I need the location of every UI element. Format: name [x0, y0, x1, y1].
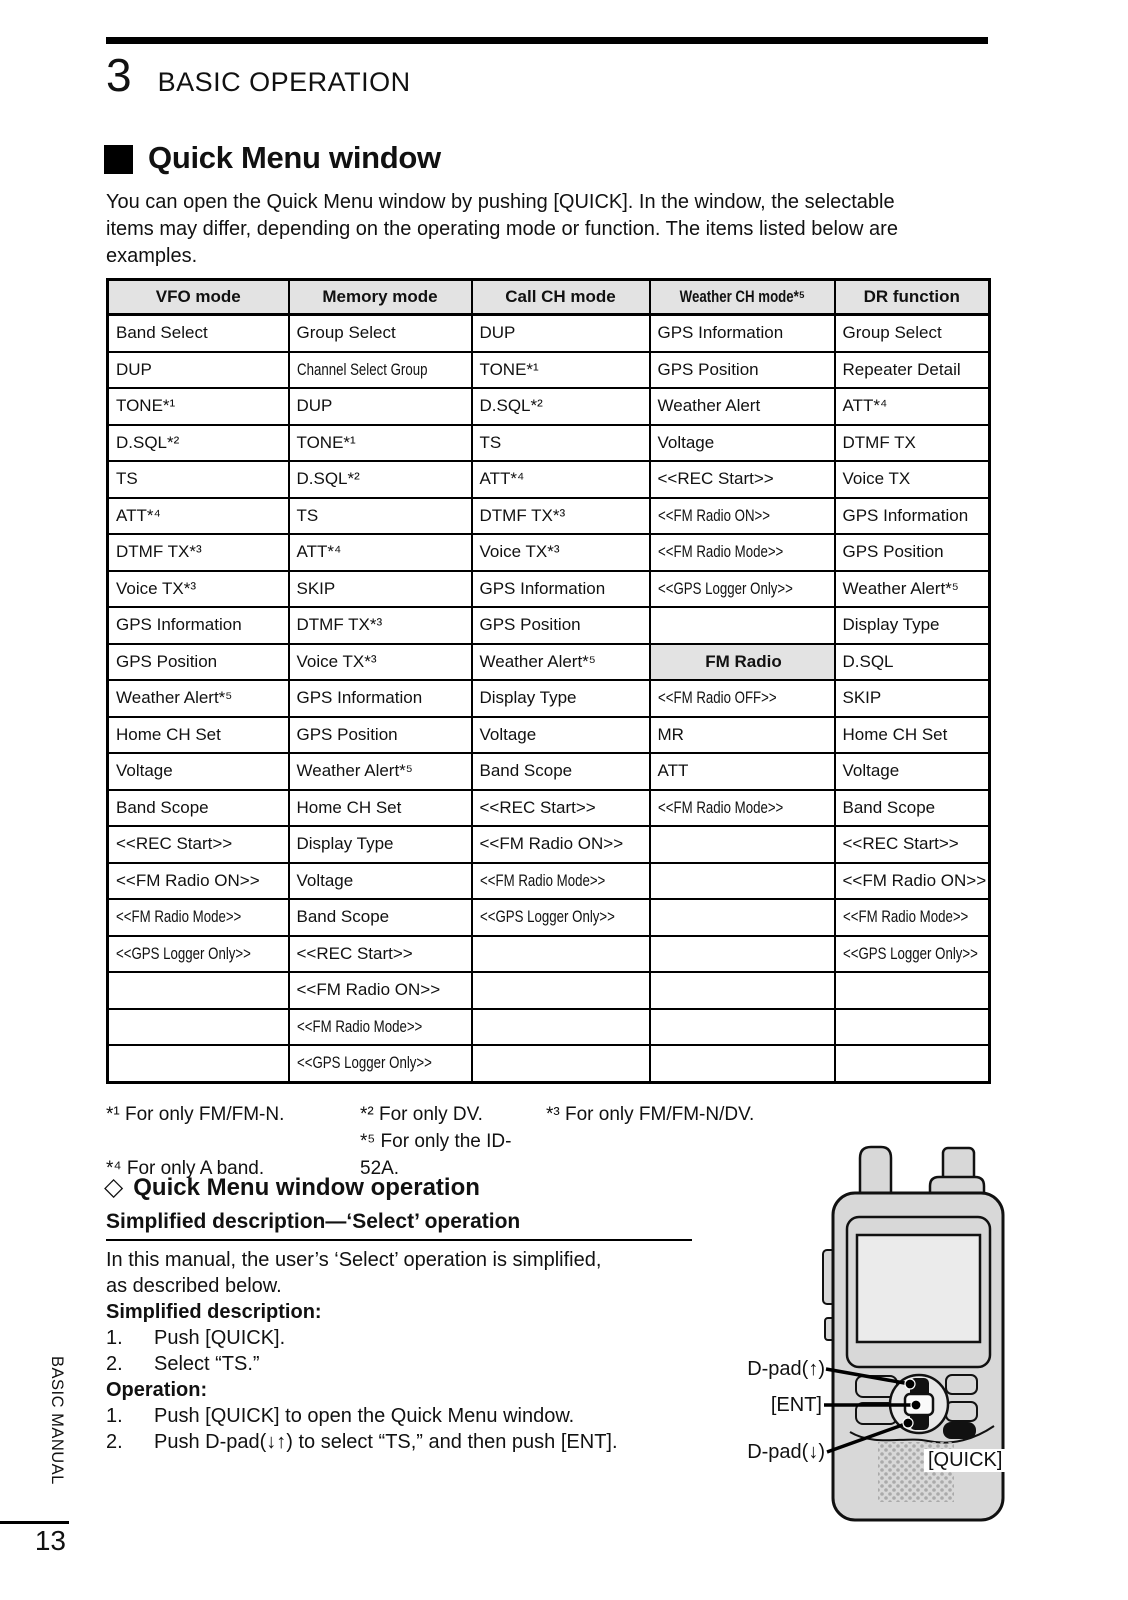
intro-line: examples.	[106, 245, 198, 267]
table-row	[108, 388, 990, 425]
table-cell: Repeater Detail	[835, 352, 990, 389]
table-cell: GPS Information	[835, 498, 990, 535]
header-rule	[106, 37, 988, 44]
diamond-icon: ◇	[104, 1173, 124, 1201]
table-cell: Band Scope	[472, 753, 650, 790]
table-cell	[472, 936, 650, 973]
column-header: DR function	[835, 280, 990, 315]
table-row	[108, 826, 990, 863]
table-row	[108, 425, 990, 462]
table-cell: ATT*⁴	[108, 498, 289, 535]
table-row	[108, 899, 990, 936]
table-cell: Voice TX*³	[289, 644, 472, 681]
step-text: Push [QUICK] to open the Quick Menu window.	[154, 1405, 575, 1427]
table-cell	[835, 1009, 990, 1046]
table-header-row	[108, 280, 990, 315]
intro-line: You can open the Quick Menu window by pushing [QUICK]. In the window, the selectable	[106, 191, 895, 213]
table-cell: <<FM Radio ON>>	[472, 826, 650, 863]
table-cell: Weather Alert*⁵	[108, 680, 289, 717]
step-text: Select “TS.”	[154, 1353, 260, 1375]
operation-body	[106, 1247, 706, 1455]
table-cell: SKIP	[835, 680, 990, 717]
table-cell: Voltage	[835, 753, 990, 790]
chapter-title: BASIC OPERATION	[157, 67, 411, 97]
radio-drawing	[700, 1120, 1128, 1560]
table-cell: <<FM Radio Mode>>	[835, 899, 990, 936]
table-cell: Weather Alert*⁵	[289, 753, 472, 790]
operation-intro-line: as described below.	[106, 1275, 282, 1297]
step-number: 1.	[106, 1327, 123, 1349]
table-cell: Voltage	[650, 425, 835, 462]
step	[106, 1429, 706, 1455]
table-cell: DTMF TX	[835, 425, 990, 462]
table-cell	[108, 972, 289, 1009]
section-square-icon	[104, 145, 133, 174]
page-number-rule	[0, 1521, 69, 1524]
table-cell: Home CH Set	[289, 790, 472, 827]
table-row	[108, 534, 990, 571]
table-cell	[472, 1009, 650, 1046]
table-cell: GPS Position	[108, 644, 289, 681]
table-cell: DUP	[289, 388, 472, 425]
intro-line: items may differ, depending on the operating mode or function. The items listed below are	[106, 218, 898, 240]
table-row	[108, 352, 990, 389]
table-cell: ATT	[650, 753, 835, 790]
operation-heading-text: Quick Menu window operation	[133, 1174, 480, 1201]
step-text: Push D-pad(↓↑) to select “TS,” and then push [ENT].	[154, 1431, 618, 1453]
operation-heading	[104, 1172, 480, 1202]
quick-button	[943, 1422, 976, 1439]
table-cell	[650, 899, 835, 936]
table-cell: DTMF TX*³	[289, 607, 472, 644]
table-cell: TS	[108, 461, 289, 498]
table-cell	[650, 1045, 835, 1082]
table-cell: GPS Position	[289, 717, 472, 754]
column-header: Weather CH mode*⁵	[650, 280, 835, 315]
step	[106, 1351, 706, 1377]
table-cell: TONE*¹	[289, 425, 472, 462]
table-cell: D.SQL*²	[108, 425, 289, 462]
table-cell: Home CH Set	[835, 717, 990, 754]
step	[106, 1325, 706, 1351]
table-cell: DUP	[472, 315, 650, 352]
table-cell: <<REC Start>>	[289, 936, 472, 973]
table-cell	[835, 972, 990, 1009]
table-cell: Channel Select Group	[289, 352, 472, 389]
table-cell: DTMF TX*³	[472, 498, 650, 535]
table-cell: GPS Information	[472, 571, 650, 608]
table-row	[108, 1045, 990, 1082]
table-row	[108, 607, 990, 644]
quick-label: [QUICK]	[924, 1449, 1006, 1472]
table-cell: Group Select	[289, 315, 472, 352]
step-number: 2.	[106, 1431, 123, 1453]
dpad-up-label: D-pad(↑)	[747, 1358, 825, 1380]
table-cell: <<FM Radio ON>>	[650, 498, 835, 535]
sidebar-tab-label: BASIC MANUAL	[48, 1356, 66, 1485]
table-cell: Display Type	[289, 826, 472, 863]
table-cell: <<FM Radio Mode>>	[289, 1009, 472, 1046]
table-cell: <<REC Start>>	[108, 826, 289, 863]
table-cell: TS	[472, 425, 650, 462]
table-cell	[835, 1045, 990, 1082]
footnote-2: *² For only DV.	[360, 1104, 483, 1125]
table-row	[108, 936, 990, 973]
table-cell: FM Radio	[650, 644, 835, 681]
table-cell: GPS Position	[650, 352, 835, 389]
table-cell	[650, 1009, 835, 1046]
table-cell: <<GPS Logger Only>>	[835, 936, 990, 973]
table-cell: TONE*¹	[472, 352, 650, 389]
table-row	[108, 717, 990, 754]
step-number: 2.	[106, 1353, 123, 1375]
operation-intro-line: In this manual, the user’s ‘Select’ operation is simplified,	[106, 1249, 602, 1271]
table-cell: Band Select	[108, 315, 289, 352]
table-cell: <<FM Radio Mode>>	[650, 790, 835, 827]
table-cell: D.SQL	[835, 644, 990, 681]
table-cell: <<REC Start>>	[835, 826, 990, 863]
table-cell: GPS Position	[472, 607, 650, 644]
radio-illustration	[700, 1120, 1128, 1560]
table-cell: <<FM Radio ON>>	[289, 972, 472, 1009]
table-cell	[650, 863, 835, 900]
table-cell: <<FM Radio OFF>>	[650, 680, 835, 717]
step-text: Push [QUICK].	[154, 1327, 286, 1349]
table-row	[108, 972, 990, 1009]
table-row	[108, 315, 990, 352]
table-cell: Voice TX	[835, 461, 990, 498]
table-cell: Band Scope	[108, 790, 289, 827]
footnote-3: *³ For only FM/FM-N/DV.	[546, 1104, 755, 1125]
table-cell: GPS Position	[835, 534, 990, 571]
ent-label: [ENT]	[770, 1394, 822, 1416]
table-cell	[650, 972, 835, 1009]
table-cell: Voice TX*³	[472, 534, 650, 571]
table-cell: Home CH Set	[108, 717, 289, 754]
table-cell: TONE*¹	[108, 388, 289, 425]
operation-subheading: Simplified description—‘Select’ operation	[106, 1210, 692, 1241]
table-cell: GPS Information	[289, 680, 472, 717]
dpad-down-label: D-pad(↓)	[747, 1441, 825, 1463]
table-cell: Display Type	[472, 680, 650, 717]
table-cell: <<FM Radio Mode>>	[650, 534, 835, 571]
table-cell: TS	[289, 498, 472, 535]
table-cell: Voltage	[472, 717, 650, 754]
table-row	[108, 571, 990, 608]
table-cell: D.SQL*²	[289, 461, 472, 498]
table-cell: Band Scope	[289, 899, 472, 936]
table-row	[108, 461, 990, 498]
table-cell: Band Scope	[835, 790, 990, 827]
table-cell: <<REC Start>>	[650, 461, 835, 498]
table-cell: <<FM Radio Mode>>	[472, 863, 650, 900]
page-number: 13	[34, 1525, 66, 1556]
key	[946, 1375, 977, 1394]
step	[106, 1403, 706, 1429]
table-cell: SKIP	[289, 571, 472, 608]
table-row	[108, 1009, 990, 1046]
table-cell	[650, 826, 835, 863]
step-number: 1.	[106, 1405, 123, 1427]
table-cell: ATT*⁴	[472, 461, 650, 498]
footnote-1: *¹ For only FM/FM-N.	[106, 1104, 285, 1125]
table-row	[108, 863, 990, 900]
table-cell: <<FM Radio ON>>	[108, 863, 289, 900]
table-cell: <<FM Radio Mode>>	[108, 899, 289, 936]
table-row	[108, 790, 990, 827]
operation-label: Operation:	[106, 1379, 208, 1401]
table-cell: Voltage	[108, 753, 289, 790]
table-cell	[472, 1045, 650, 1082]
footnote-4: *⁴ For only A band.	[106, 1158, 265, 1179]
table-cell: <<GPS Logger Only>>	[650, 571, 835, 608]
table-cell: DUP	[108, 352, 289, 389]
section-heading	[104, 140, 441, 176]
column-header: VFO mode	[108, 280, 289, 315]
screen	[857, 1235, 980, 1342]
table-cell: <<GPS Logger Only>>	[108, 936, 289, 973]
table-cell: <<GPS Logger Only>>	[472, 899, 650, 936]
table-cell: Display Type	[835, 607, 990, 644]
quick-menu-table	[106, 278, 991, 1084]
table-cell: Weather Alert	[650, 388, 835, 425]
section-title: Quick Menu window	[148, 140, 441, 175]
intro-paragraph	[106, 189, 1011, 270]
key	[946, 1402, 977, 1421]
simplified-label: Simplified description:	[106, 1301, 322, 1323]
table-cell: Weather Alert*⁵	[835, 571, 990, 608]
table-cell: GPS Information	[108, 607, 289, 644]
table-cell: DTMF TX*³	[108, 534, 289, 571]
table-row	[108, 498, 990, 535]
table-cell	[472, 972, 650, 1009]
table-row	[108, 680, 990, 717]
footnote-5: *⁵ For only the ID-52A.	[360, 1131, 512, 1179]
column-header: Call CH mode	[472, 280, 650, 315]
table-row	[108, 644, 990, 681]
table-cell: Group Select	[835, 315, 990, 352]
table-cell: GPS Information	[650, 315, 835, 352]
table-cell: ATT*⁴	[835, 388, 990, 425]
table-cell	[108, 1045, 289, 1082]
table-cell: MR	[650, 717, 835, 754]
table-cell	[650, 936, 835, 973]
table-cell: Voltage	[289, 863, 472, 900]
table-cell	[650, 607, 835, 644]
table-cell: <<REC Start>>	[472, 790, 650, 827]
column-header: Memory mode	[289, 280, 472, 315]
chapter-number: 3	[106, 49, 132, 101]
table-cell: D.SQL*²	[472, 388, 650, 425]
table-cell	[108, 1009, 289, 1046]
table-cell: ATT*⁴	[289, 534, 472, 571]
table-cell: <<GPS Logger Only>>	[289, 1045, 472, 1082]
table-row	[108, 753, 990, 790]
table-cell: <<FM Radio ON>>	[835, 863, 990, 900]
chapter-heading	[106, 50, 411, 101]
table-cell: Weather Alert*⁵	[472, 644, 650, 681]
table-cell: Voice TX*³	[108, 571, 289, 608]
